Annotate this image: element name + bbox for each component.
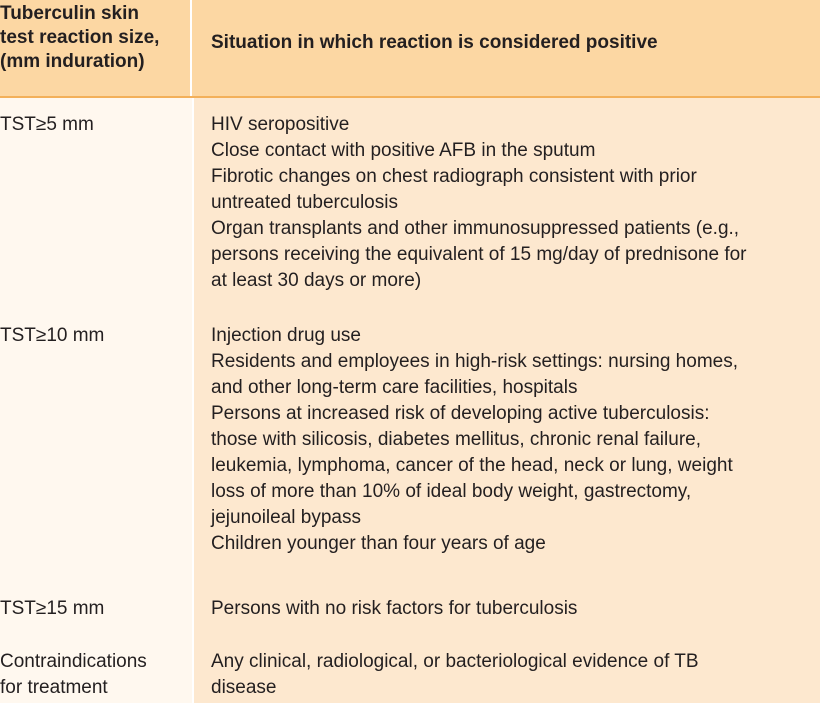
row-label bbox=[0, 649, 185, 701]
content-line: those with silicosis, diabetes mellitus, chronic renal failure, bbox=[211, 429, 701, 450]
content-line: HIV seropositive bbox=[211, 114, 350, 135]
header-situation: Situation in which reaction is considered positive bbox=[211, 32, 658, 53]
content-line: at least 30 days or more) bbox=[211, 270, 422, 291]
content-line: Injection drug use bbox=[211, 325, 361, 346]
content-line: disease bbox=[211, 677, 277, 698]
row-label bbox=[0, 596, 185, 622]
row-label bbox=[0, 112, 185, 138]
content-line: Close contact with positive AFB in the sputum bbox=[211, 140, 596, 161]
row-label-line: for treatment bbox=[0, 677, 108, 698]
content-line: loss of more than 10% of ideal body weight, gastrectomy, bbox=[211, 481, 692, 502]
row-label-line: TST≥10 mm bbox=[0, 325, 105, 346]
table-body bbox=[0, 98, 820, 703]
content-line: leukemia, lymphoma, cancer of the head, neck or lung, weight bbox=[211, 455, 733, 476]
content-line: Fibrotic changes on chest radiograph consistent with prior bbox=[211, 166, 697, 187]
header-line: (mm induration) bbox=[0, 51, 145, 72]
content-line: Children younger than four years of age bbox=[211, 533, 546, 554]
content-line: Residents and employees in high-risk settings: nursing homes, bbox=[211, 351, 738, 372]
content-line: Persons with no risk factors for tuberculosis bbox=[211, 598, 578, 619]
content-line: Any clinical, radiological, or bacteriological evidence of TB bbox=[211, 651, 699, 672]
header-line: test reaction size, bbox=[0, 27, 160, 48]
row-label-line: TST≥5 mm bbox=[0, 114, 94, 135]
row-content bbox=[211, 649, 820, 701]
row-content bbox=[211, 112, 820, 294]
content-line: Organ transplants and other immunosuppressed patients (e.g., bbox=[211, 218, 740, 239]
content-line: jejunoileal bypass bbox=[211, 507, 361, 528]
content-line: persons receiving the equivalent of 15 mg/day of prednisone for bbox=[211, 244, 747, 265]
column-divider bbox=[192, 98, 194, 703]
content-line: untreated tuberculosis bbox=[211, 192, 398, 213]
header-reaction-size bbox=[0, 0, 192, 96]
content-line: and other long-term care facilities, hospitals bbox=[211, 377, 578, 398]
row-content bbox=[211, 596, 820, 622]
row-label-line: TST≥15 mm bbox=[0, 598, 105, 619]
row-label bbox=[0, 323, 185, 349]
header-line: Tuberculin skin bbox=[0, 3, 140, 24]
content-line: Persons at increased risk of developing active tuberculosis: bbox=[211, 403, 710, 424]
table-header bbox=[0, 0, 820, 98]
row-content bbox=[211, 323, 820, 557]
row-label-line: Contraindications bbox=[0, 651, 147, 672]
